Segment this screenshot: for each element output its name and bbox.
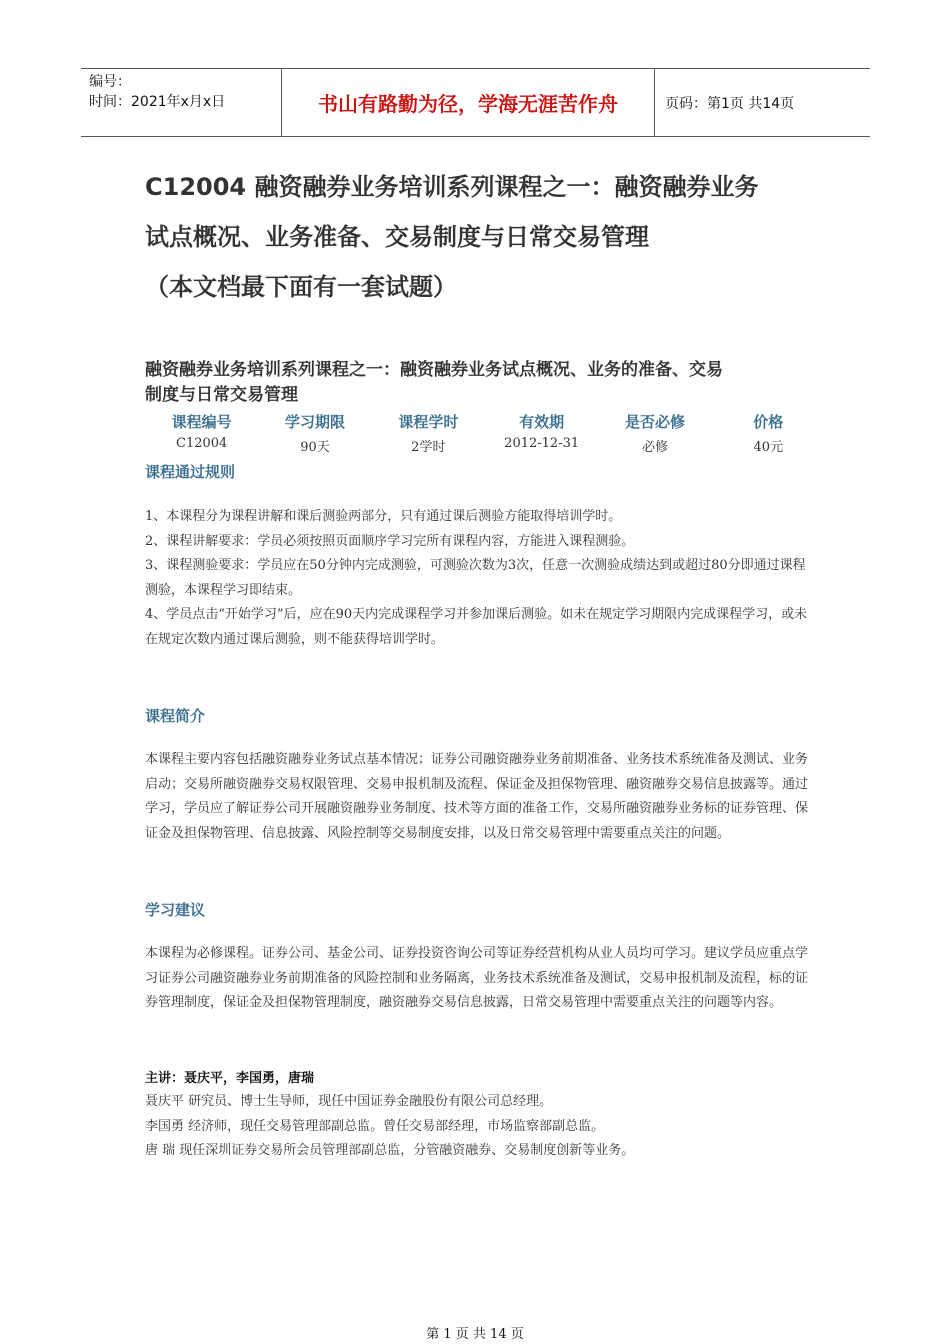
motto: 书山有路勤为径，学海无涯苦作舟 <box>282 69 655 136</box>
value-course-code: C12004 <box>176 436 228 451</box>
header-study-period: 学习期限 <box>284 413 345 431</box>
page-info: 页码：第1页 共14页 <box>665 95 795 112</box>
intro-title: 课程简介 <box>145 707 206 725</box>
header-validity: 有效期 <box>519 413 565 431</box>
advice-title: 学习建议 <box>145 901 206 919</box>
course-info-headers <box>145 411 825 432</box>
lecturers-list <box>145 1090 810 1164</box>
value-study-period: 90天 <box>300 440 330 455</box>
value-validity: 2012-12-31 <box>504 436 580 451</box>
rule-item: 1、本课程分为课程讲解和课后测验两部分，只有通过课后测验方能取得培训学时。 <box>145 509 622 524</box>
course-subtitle-line-1: 融资融券业务培训系列课程之一：融资融券业务试点概况、业务的准备、交易 <box>145 360 723 380</box>
header-price: 价格 <box>753 413 784 431</box>
number-label: 编号： <box>89 74 131 90</box>
header-table <box>81 68 870 137</box>
course-subtitle-line-2: 制度与日常交易管理 <box>145 385 298 405</box>
title-line-2: 试点概况、业务准备、交易制度与日常交易管理 <box>145 223 649 251</box>
lecturer-item: 唐 瑞 现任深圳证券交易所会员管理部副总监，分管融资融券、交易制度创新等业务。 <box>145 1143 635 1158</box>
intro-text: 本课程主要内容包括融资融券业务试点基本情况；证券公司融资融券业务前期准备、业务技术系统准备及测试、业务启动；交易所融资融券交易权限管理、交易申报机制及流程、保证金及担保物管理、融资融券交易信息披露等。通过学习，学员应了解证券公司开展融资融券业务制度、技术等方面的准备工作，交易所融资融券业务标的证券管理、保证金及担保物管理、信息披露、风险控制等交易制度安排，以及日常交易管理中需要重点关注的问题。 <box>145 752 809 841</box>
value-price: 40元 <box>753 440 784 455</box>
time-label: 时间：2021年x月x日 <box>89 94 226 110</box>
advice-text: 本课程为必修课程。证券公司、基金公司、证券投资咨询公司等证券经营机构从业人员均可学习。建议学员应重点学习证券公司融资融券业务前期准备的风险控制和业务隔离，业务技术系统准备及测试，交易申报机制及流程，标的证券管理制度，保证金及担保物管理制度，融资融券交易信息披露，日常交易管理中需要重点关注的问题等内容。 <box>145 946 809 1010</box>
header-course-code: 课程编号 <box>171 413 232 431</box>
header-required: 是否必修 <box>624 413 685 431</box>
header-left-cell <box>81 69 282 136</box>
rule-item: 4、学员点击“开始学习”后，应在90天内完成课程学习并参加课后测验。如未在规定学习期限内完成课程学习，或未在规定次数内通过课后测验，则不能获得培训学时。 <box>145 607 808 647</box>
header-course-hours: 课程学时 <box>398 413 459 431</box>
value-course-hours: 2学时 <box>411 440 446 455</box>
rules-list <box>145 505 810 652</box>
rule-item: 3、课程测验要求：学员应在50分钟内完成测验，可测验次数为3次，任意一次测验成绩达到或超过80分即通过课程测验，本课程学习即结束。 <box>145 558 806 598</box>
title-line-1: C12004 融资融券业务培训系列课程之一：融资融券业务 <box>145 173 759 201</box>
page-footer: 第 1 页 共 14 页 <box>426 1327 524 1342</box>
rule-item: 2、课程讲解要求：学员必须按照页面顺序学习完所有课程内容，方能进入课程测验。 <box>145 533 635 549</box>
lecturer-item: 李国勇 经济师，现任交易管理部副总监。曾任交易部经理，市场监察部副总监。 <box>145 1118 605 1134</box>
rules-title: 课程通过规则 <box>145 463 236 481</box>
course-info-values <box>145 436 825 455</box>
title-line-3: （本文档最下面有一套试题） <box>145 273 457 301</box>
lecturers-heading: 主讲：聂庆平，李国勇，唐瑞 <box>145 1071 315 1086</box>
value-required: 必修 <box>641 440 668 455</box>
course-subtitle <box>145 358 825 408</box>
lecturer-item: 聂庆平 研究员、博士生导师，现任中国证券金融股份有限公司总经理。 <box>145 1094 553 1109</box>
